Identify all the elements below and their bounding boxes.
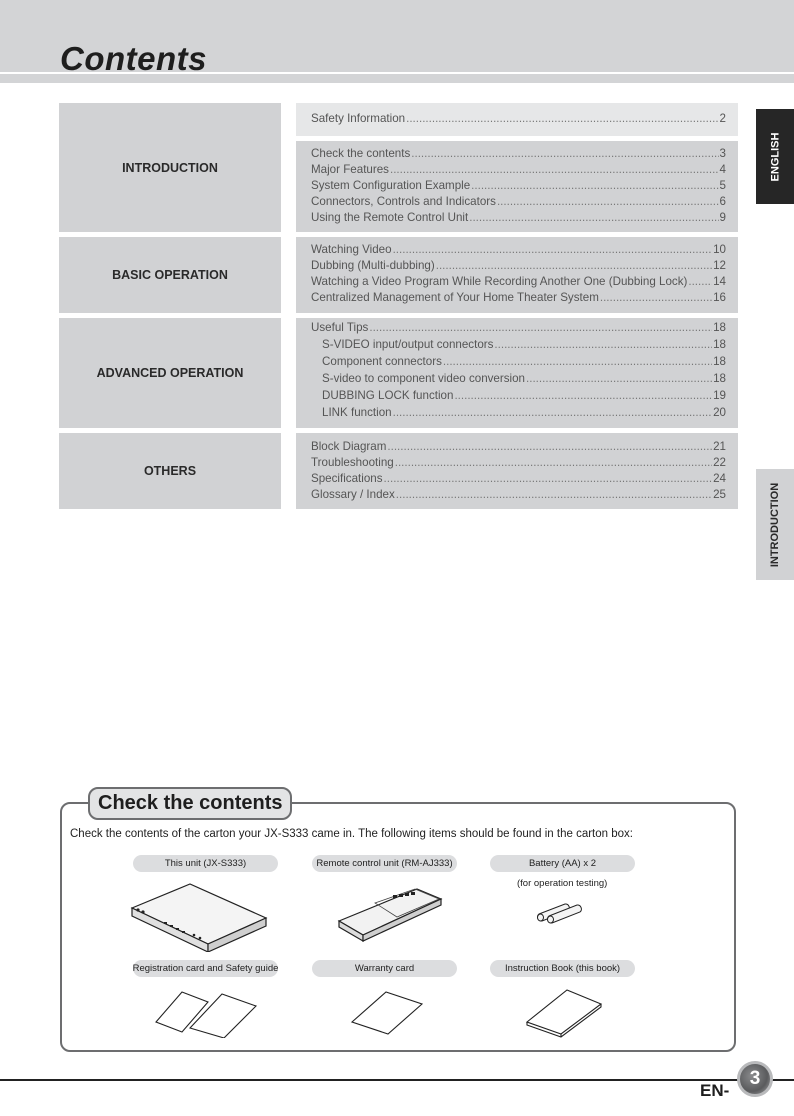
toc-group-others [296,433,738,509]
page-title: Contents [60,40,207,77]
page-prefix: EN- [700,1081,730,1100]
toc-entry[interactable]: Centralized Management of Your Home Theater System ..... 16 [311,291,726,307]
item-label-remote: Remote control unit (RM-AJ333) [312,855,457,872]
check-contents-intro: Check the contents of the carton your JX-S333 came in. The following items should be found in the carton box: [70,828,633,840]
toc-entry[interactable]: Block Diagram ..... 21 [311,440,726,456]
remote-control-illustration [335,885,445,945]
section-label-others: OTHERS [59,433,281,509]
language-tab-english: ENGLISH [756,109,794,204]
toc-entry[interactable]: System Configuration Example ..... 5 [311,179,726,195]
toc-entry[interactable]: Glossary / Index ..... 25 [311,488,726,504]
toc-entry[interactable]: LINK function ..... 20 [311,406,726,423]
page-number-badge: 3 [737,1061,773,1097]
dvd-unit-illustration [128,880,268,952]
toc-entry[interactable]: S-VIDEO input/output connectors ..... 18 [311,338,726,355]
section-label-advanced-operation: ADVANCED OPERATION [59,318,281,428]
toc-group-advanced-operation [296,318,738,428]
toc-entry[interactable]: Specifications ..... 24 [311,472,726,488]
toc-entry[interactable]: Connectors, Controls and Indicators ..... 6 [311,195,726,211]
item-label-unit: This unit (JX-S333) [133,855,278,872]
item-note-battery: (for operation testing) [517,878,608,889]
section-label-basic-operation: BASIC OPERATION [59,237,281,313]
battery-illustration [535,900,590,925]
toc-entry[interactable]: Component connectors ..... 18 [311,355,726,372]
toc-group-safety [296,103,738,136]
cards-illustration [152,988,262,1038]
toc-entry[interactable]: Dubbing (Multi-dubbing) ..... 12 [311,259,726,275]
toc-group-basic-operation [296,237,738,313]
footer-divider [0,1079,794,1081]
toc-entry[interactable]: Useful Tips ..... 18 [311,321,726,338]
item-label-instruction-book: Instruction Book (this book) [490,960,635,977]
item-label-warranty: Warranty card [312,960,457,977]
toc-entry[interactable]: S-video to component video conversion ..... 18 [311,372,726,389]
toc-entry[interactable]: Major Features ..... 4 [311,163,726,179]
item-label-battery: Battery (AA) x 2 [490,855,635,872]
section-label-introduction: INTRODUCTION [59,103,281,232]
card-illustration [350,990,425,1035]
toc-entry[interactable]: Watching Video ..... 10 [311,243,726,259]
toc-entry[interactable]: Troubleshooting ..... 22 [311,456,726,472]
toc-entry[interactable]: Check the contents ..... 3 [311,147,726,163]
book-illustration [525,988,605,1038]
section-tab-introduction: INTRODUCTION [756,469,794,580]
toc-entry[interactable]: DUBBING LOCK function ..... 19 [311,389,726,406]
toc-entry[interactable]: Using the Remote Control Unit ..... 9 [311,211,726,227]
item-label-registration: Registration card and Safety guide [133,960,278,977]
check-contents-title: Check the contents [88,787,292,820]
toc-entry[interactable]: Safety Information ..... 2 [311,112,726,128]
toc-group-introduction [296,141,738,232]
toc-entry[interactable]: Watching a Video Program While Recording Another One (Dubbing Lock) ..... 14 [311,275,726,291]
